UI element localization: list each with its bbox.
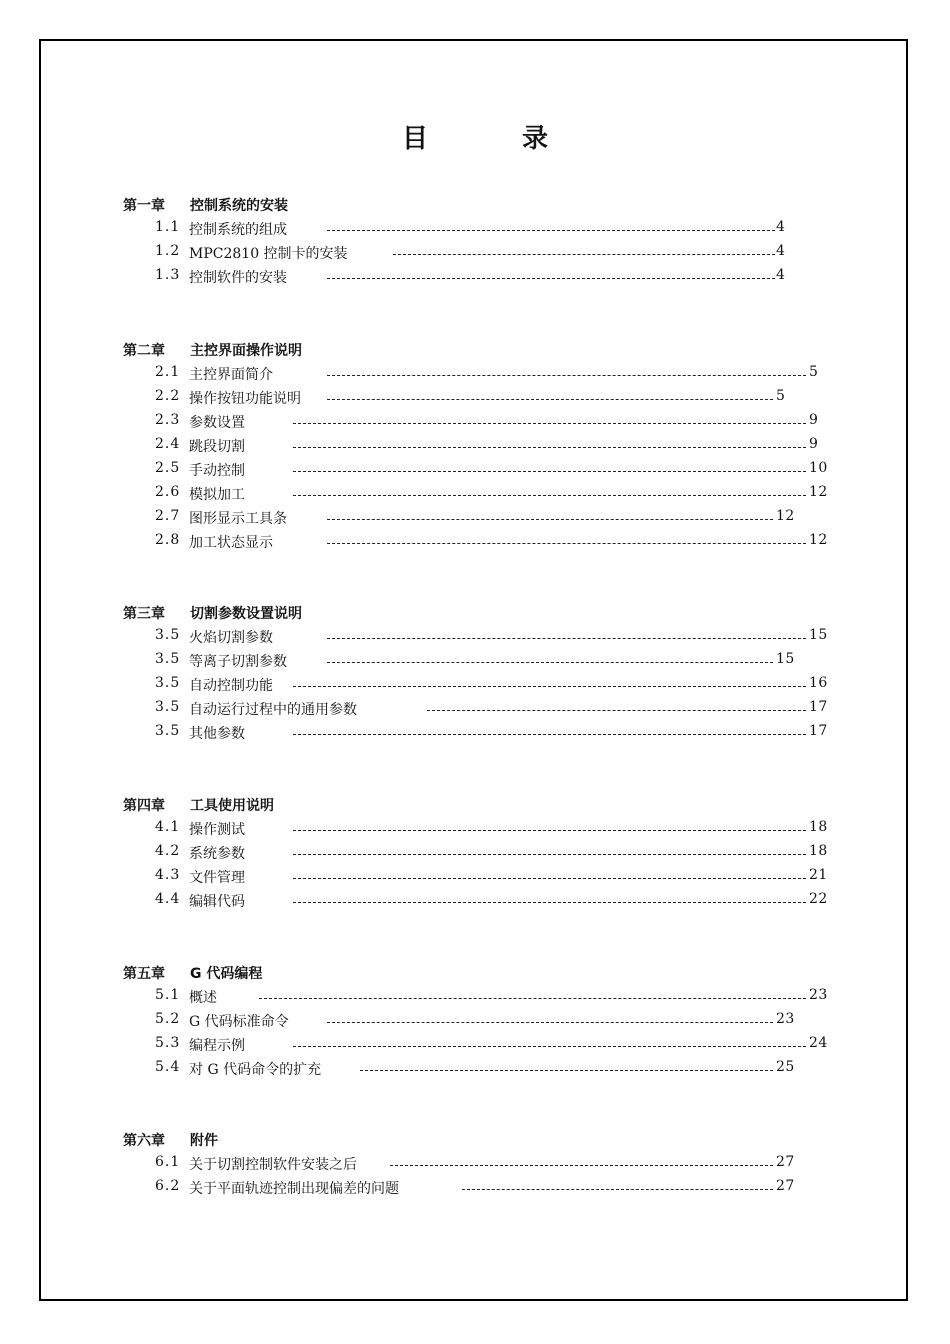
leader-dashes [293,471,806,472]
page-number: 15 [809,627,828,643]
section-number: 5.3 [155,1035,181,1051]
leader-dashes [293,854,806,855]
toc-entry [155,819,855,839]
toc-entry [155,388,855,408]
section-number: 3.5 [155,723,181,739]
section-number: 2.4 [155,436,181,452]
chapter-heading [123,963,262,983]
toc-entry [155,219,855,239]
section-title: 图形显示工具条 [189,511,287,527]
toc-entry [155,1011,855,1031]
leader-dashes [427,710,806,711]
toc-entry [155,891,855,911]
section-number: 2.6 [155,484,181,500]
leader-dashes [360,1070,773,1071]
toc-entry [155,364,855,384]
section-number: 2.7 [155,508,181,524]
leader-dashes [293,902,806,903]
page-number: 21 [809,867,828,883]
leader-dashes [327,662,773,663]
section-title: 编辑代码 [189,894,245,910]
toc-entry [155,1154,855,1174]
section-number: 4.2 [155,843,181,859]
page-number: 18 [809,843,828,859]
section-title: 模拟加工 [189,487,245,503]
section-number: 3.5 [155,675,181,691]
section-title: 手动控制 [189,463,245,479]
chapter-title: 主控界面操作说明 [190,343,302,359]
page-number: 23 [776,1011,795,1027]
chapter-number: 第四章 [123,798,165,814]
page-number: 12 [809,532,828,548]
leader-dashes [390,1165,773,1166]
leader-dashes [259,998,806,999]
section-title: 编程示例 [189,1038,245,1054]
toc-entry [155,532,855,552]
section-title: G 代码标准命令 [189,1014,289,1030]
toc-entry [155,412,855,432]
section-title: 文件管理 [189,870,245,886]
leader-dashes [327,375,806,376]
section-title: 火焰切割参数 [189,630,273,646]
chapter-title: 切割参数设置说明 [190,606,302,622]
page-number: 24 [809,1035,828,1051]
toc-entry [155,267,855,287]
section-number: 4.3 [155,867,181,883]
page-number: 17 [809,699,828,715]
section-title: 操作测试 [189,822,245,838]
page-number: 5 [809,364,819,380]
page-number: 4 [776,267,786,283]
section-title: 其他参数 [189,726,245,742]
toc-entry [155,627,855,647]
section-title: 自动运行过程中的通用参数 [189,702,357,718]
page-number: 25 [776,1059,795,1075]
toc-entry [155,243,855,263]
toc-entry [155,843,855,863]
leader-dashes [327,638,806,639]
toc-entry [155,699,855,719]
section-number: 2.5 [155,460,181,476]
leader-dashes [462,1189,773,1190]
leader-dashes [327,399,773,400]
chapter-number: 第一章 [123,198,165,214]
section-title: 自动控制功能 [189,678,273,694]
section-number: 1.2 [155,243,181,259]
chapter-number: 第三章 [123,606,165,622]
chapter-title: 控制系统的安装 [190,198,288,214]
page-number: 22 [809,891,828,907]
section-number: 2.2 [155,388,181,404]
section-number: 3.5 [155,699,181,715]
section-title: 控制系统的组成 [189,222,287,238]
section-number: 6.2 [155,1178,181,1194]
section-title: 系统参数 [189,846,245,862]
leader-dashes [293,686,806,687]
section-number: 6.1 [155,1154,181,1170]
toc-entry [155,723,855,743]
chapter-number: 第五章 [123,966,165,982]
toc-entry [155,1035,855,1055]
page-number: 27 [776,1178,795,1194]
section-number: 4.4 [155,891,181,907]
chapter-title: 附件 [190,1133,218,1149]
section-title: 等离子切割参数 [189,654,287,670]
section-title: 对 G 代码命令的扩充 [189,1062,322,1078]
page-number: 17 [809,723,828,739]
section-number: 5.4 [155,1059,181,1075]
page-number: 15 [776,651,795,667]
section-number: 4.1 [155,819,181,835]
section-title: 概述 [189,990,217,1006]
section-number: 1.1 [155,219,181,235]
leader-dashes [327,278,775,279]
leader-dashes [327,543,806,544]
page-number: 9 [809,436,819,452]
chapter-heading [123,795,274,815]
leader-dashes [327,1022,773,1023]
section-title: 跳段切割 [189,439,245,455]
toc-entry [155,1059,855,1079]
leader-dashes [327,519,773,520]
section-number: 5.1 [155,987,181,1003]
leader-dashes [393,254,775,255]
section-title: 关于切割控制软件安装之后 [189,1157,357,1173]
section-number: 1.3 [155,267,181,283]
page-number: 27 [776,1154,795,1170]
section-title: 加工状态显示 [189,535,273,551]
chapter-number: 第二章 [123,343,165,359]
page-number: 16 [809,675,828,691]
toc-entry [155,675,855,695]
leader-dashes [293,495,806,496]
section-title: 参数设置 [189,415,245,431]
page-number: 12 [776,508,795,524]
toc-entry [155,987,855,1007]
leader-dashes [293,734,806,735]
leader-dashes [293,423,806,424]
chapter-heading [123,1130,218,1150]
section-number: 5.2 [155,1011,181,1027]
section-number: 2.8 [155,532,181,548]
section-number: 2.3 [155,412,181,428]
section-number: 2.1 [155,364,181,380]
toc-title: 目 录 [401,124,582,154]
toc-entry [155,651,855,671]
page-number: 9 [809,412,819,428]
chapter-heading [123,340,302,360]
chapter-number: 第六章 [123,1133,165,1149]
section-title: 主控界面简介 [189,367,273,383]
page-number: 5 [776,388,786,404]
toc-entry [155,484,855,504]
leader-dashes [327,230,775,231]
toc-entry [155,460,855,480]
chapter-heading [123,603,302,623]
leader-dashes [293,830,806,831]
page-number: 10 [809,460,828,476]
leader-dashes [293,878,806,879]
leader-dashes [293,447,806,448]
toc-entry [155,436,855,456]
section-title: 操作按钮功能说明 [189,391,301,407]
section-title: 控制软件的安装 [189,270,287,286]
page-number: 12 [809,484,828,500]
section-number: 3.5 [155,651,181,667]
leader-dashes [293,1046,806,1047]
toc-entry [155,1178,855,1198]
chapter-title: 工具使用说明 [190,798,274,814]
section-title: MPC2810 控制卡的安装 [189,246,348,262]
page-number: 23 [809,987,828,1003]
page-number: 4 [776,243,786,259]
section-number: 3.5 [155,627,181,643]
section-title: 关于平面轨迹控制出现偏差的问题 [189,1181,399,1197]
page-number: 18 [809,819,828,835]
page-number: 4 [776,219,786,235]
toc-entry [155,508,855,528]
chapter-heading [123,195,288,215]
toc-entry [155,867,855,887]
chapter-title: G 代码编程 [190,966,263,982]
